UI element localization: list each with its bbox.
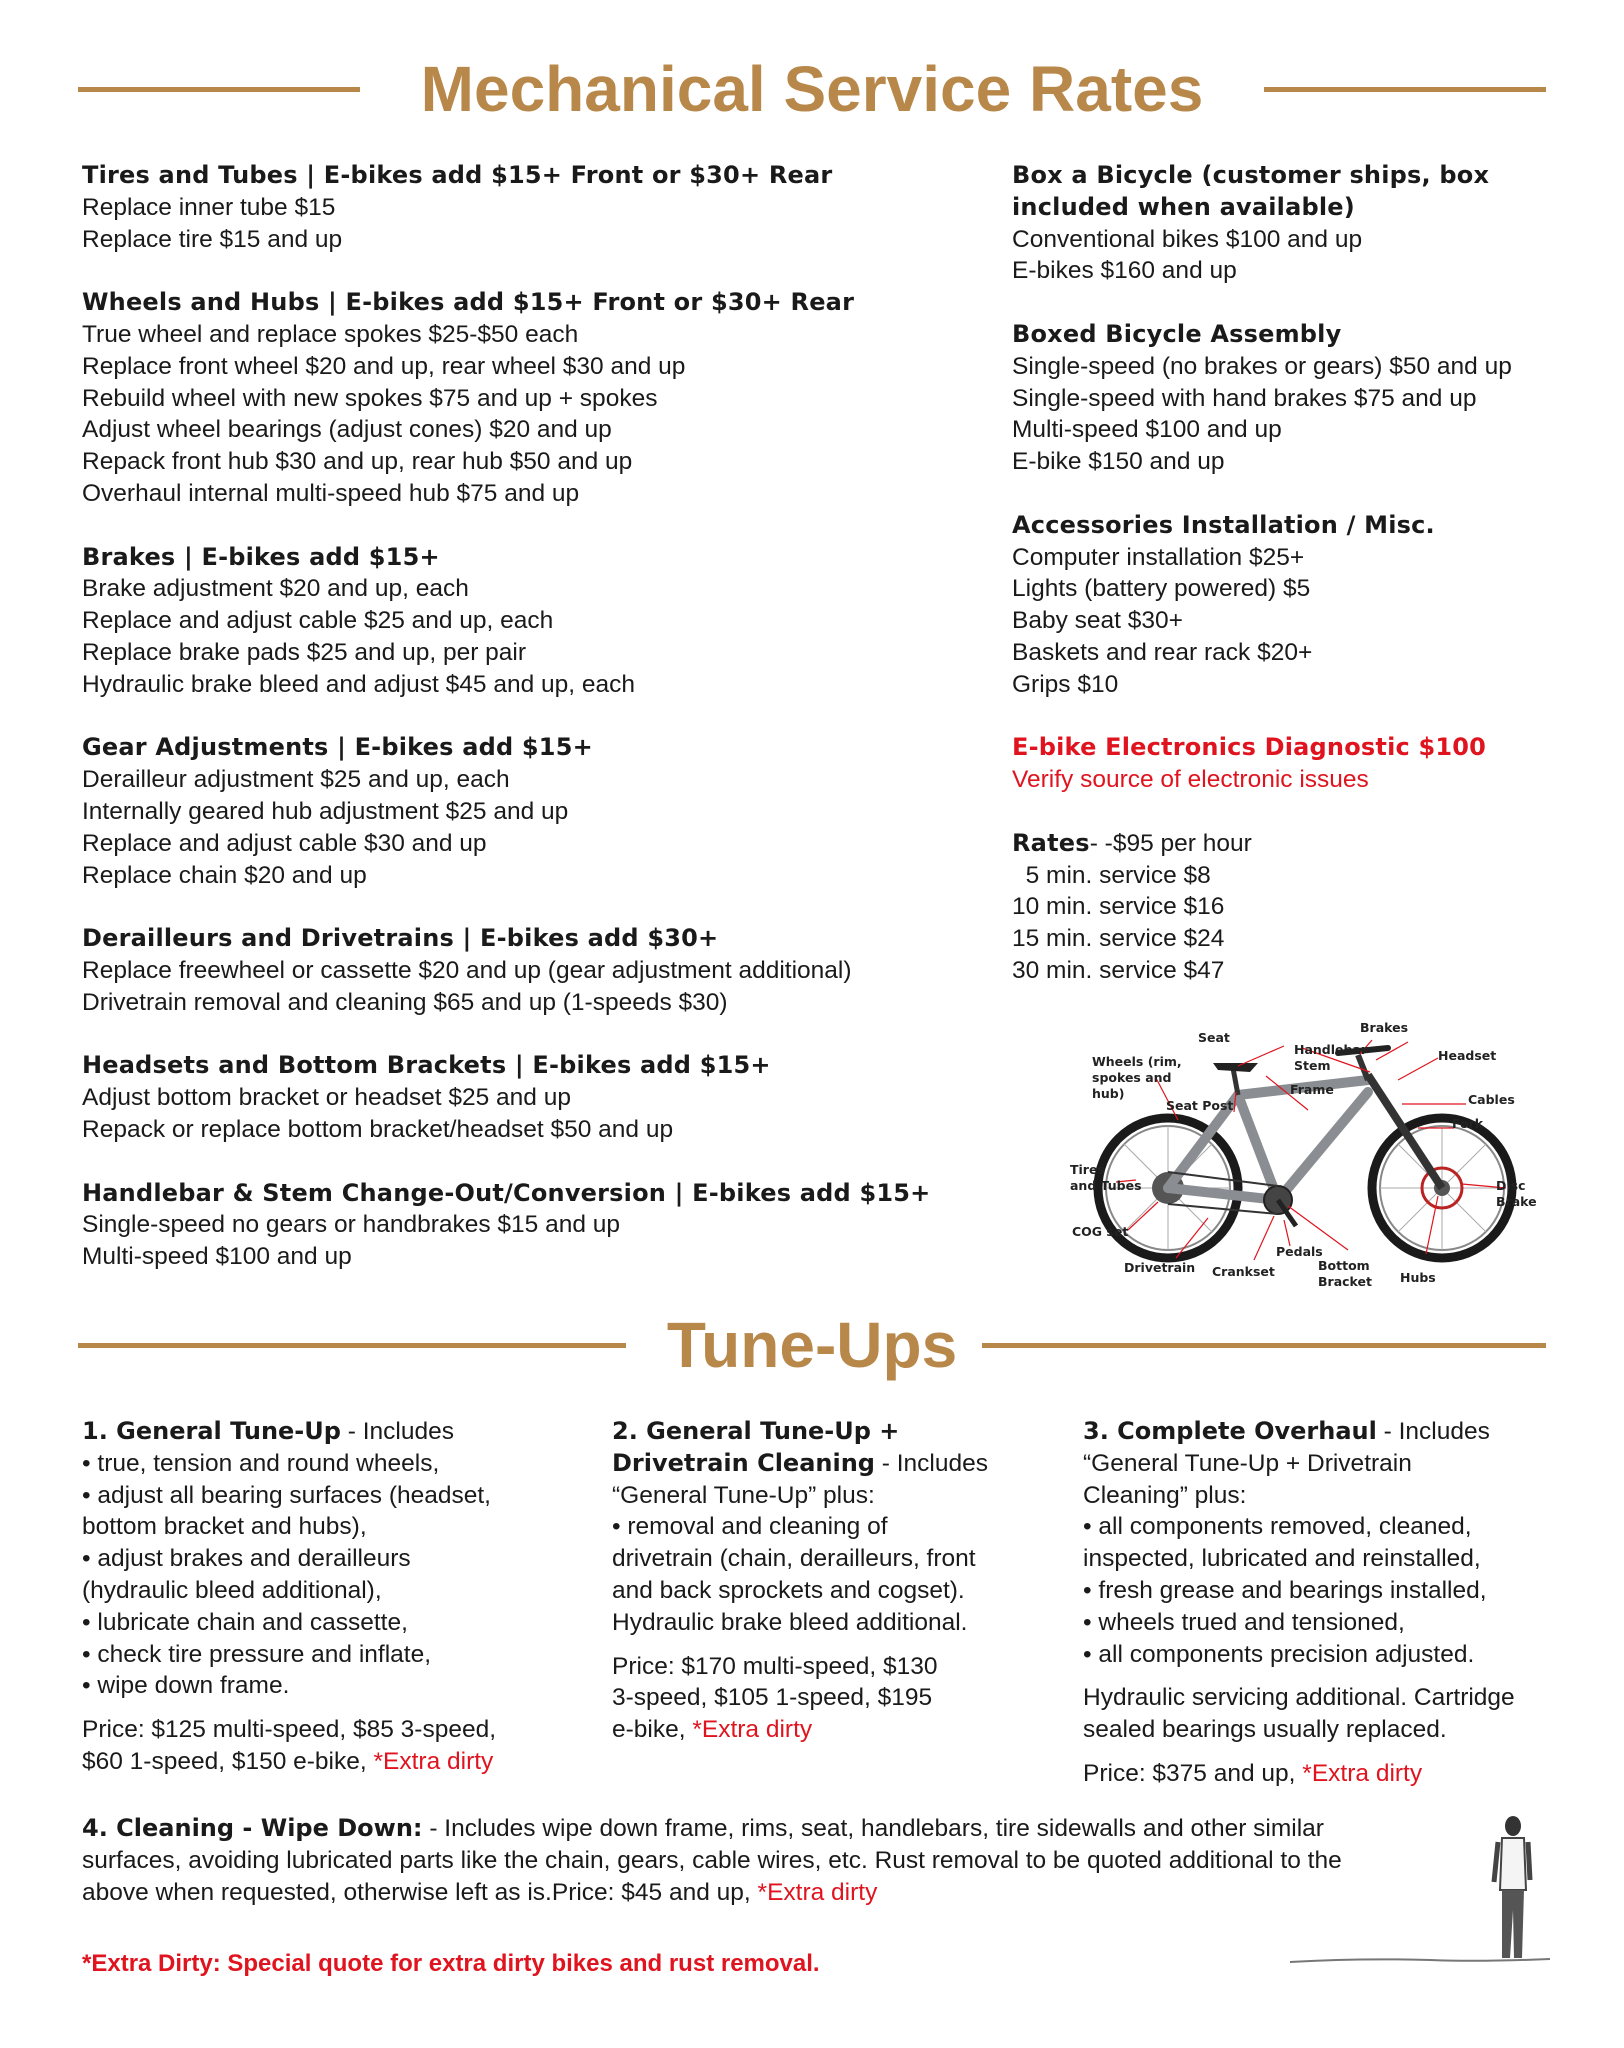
person-head (1505, 1816, 1521, 1836)
bike-diagram (1058, 1020, 1558, 1302)
section-handlebar (82, 1178, 982, 1273)
tuneup-line: • fresh grease and bearings installed, (1083, 1576, 1487, 1604)
tuneup-cleaning (82, 1813, 1482, 1908)
tuneup-bullet: • check tire pressure and inflate, (82, 1640, 432, 1668)
service-item: Multi-speed $100 and up (1012, 416, 1282, 444)
header (78, 44, 1546, 134)
tuneup-line: • removal and cleaning of (612, 1513, 888, 1541)
section-headsets (82, 1050, 982, 1145)
service-item: Drivetrain removal and cleaning $65 and up (1-speeds $30) (82, 988, 728, 1016)
section-heading: included when available) (1012, 192, 1355, 221)
rate-item: 15 min. service $24 (1012, 925, 1225, 953)
service-item: Replace chain $20 and up (82, 861, 367, 889)
section-heading: Handlebar & Stem Change-Out/Conversion | E-bikes add $15+ (82, 1178, 931, 1207)
tuneup-price: 3-speed, $105 1-speed, $195 (612, 1684, 933, 1712)
seat-post (1233, 1068, 1238, 1095)
tuneups-header (78, 1300, 1546, 1390)
service-item: Grips $10 (1012, 670, 1119, 698)
label-bottom-bracket: Bracket (1318, 1274, 1372, 1289)
service-item: Replace brake pads $25 and up, per pair (82, 638, 527, 666)
label-pedals: Pedals (1276, 1244, 1323, 1259)
service-item: Replace and adjust cable $30 and up (82, 829, 487, 857)
tuneup-line: inspected, lubricated and reinstalled, (1083, 1545, 1481, 1573)
tuneup-overhaul (1083, 1416, 1563, 1790)
label-wheels: Wheels (rim, (1092, 1054, 1182, 1069)
tuneup-intro: - Includes (874, 1449, 988, 1477)
tuneup-price: Price: $375 and up, (1083, 1759, 1303, 1787)
header-rule-right (1264, 87, 1546, 92)
service-item: Replace front wheel $20 and up, rear wheel $30 and up (82, 352, 686, 380)
service-item: Overhaul internal multi-speed hub $75 and up (82, 479, 580, 507)
service-item: Lights (battery powered) $5 (1012, 575, 1311, 603)
label-seat: Seat (1198, 1030, 1230, 1045)
rates-label: Rates (1012, 828, 1090, 857)
tuneup-line: • all components precision adjusted. (1083, 1640, 1475, 1668)
section-heading: Accessories Installation / Misc. (1012, 510, 1435, 539)
tuneup-line: drivetrain (chain, derailleurs, front (612, 1545, 976, 1573)
tuneups-rule-right (982, 1343, 1546, 1348)
service-item: Repack or replace bottom bracket/headset $50 and up (82, 1115, 674, 1143)
tuneup-bullet: • true, tension and round wheels, (82, 1449, 440, 1477)
tuneup-price: Price: $170 multi-speed, $130 (612, 1652, 938, 1680)
service-item: Replace freewheel or cassette $20 and up (gear adjustment additional) (82, 956, 852, 984)
label-frame: Frame (1290, 1082, 1334, 1097)
person-torso (1500, 1838, 1526, 1890)
label-wheels: hub) (1092, 1086, 1125, 1101)
extra-dirty-note: *Extra dirty (1302, 1759, 1423, 1787)
person-figure (1280, 1812, 1560, 1972)
fork (1368, 1075, 1442, 1188)
tuneup-line: • wheels trued and tensioned, (1083, 1608, 1405, 1636)
section-heading: Tires and Tubes | E-bikes add $15+ Front or $30+ Rear (82, 161, 833, 189)
section-heading: Wheels and Hubs | E-bikes add $15+ Front or $30+ Rear (82, 288, 855, 317)
service-item: Computer installation $25+ (1012, 543, 1305, 571)
service-item: Multi-speed $100 and up (82, 1243, 352, 1271)
tuneup-title: 3. Complete Overhaul (1083, 1417, 1377, 1445)
tuneup-price: Price: $125 multi-speed, $85 3-speed, (82, 1716, 497, 1744)
service-item: E-bikes $160 and up (1012, 257, 1237, 285)
person-legs (1502, 1890, 1524, 1958)
tuneup-bullet: • lubricate chain and cassette, (82, 1608, 408, 1636)
extra-dirty-note: *Extra dirty (757, 1878, 878, 1906)
tuneup-text: - Includes wipe down frame, rims, seat, handlebars, tire sidewalls and other similar (422, 1815, 1324, 1842)
extra-dirty-note: *Extra dirty (692, 1716, 813, 1744)
label-cog-set: COG set (1072, 1224, 1129, 1239)
section-boxed-assembly (1012, 319, 1572, 478)
tuneup-line: Cleaning” plus: (1083, 1481, 1247, 1509)
label-cables: Cables (1468, 1092, 1515, 1107)
tuneup-text: surfaces, avoiding lubricated parts like the chain, gears, cable wires, etc. Rust removal to be quoted additional to the (82, 1846, 1342, 1874)
label-stem: Stem (1294, 1058, 1331, 1073)
rate-item: 30 min. service $47 (1012, 956, 1225, 984)
label-bottom-bracket: Bottom (1318, 1258, 1370, 1273)
footnote: *Extra Dirty: Special quote for extra dirty bikes and rust removal. (82, 1950, 820, 1977)
tuneup-price: e-bike, (612, 1716, 693, 1744)
section-gears (82, 732, 982, 891)
section-rates (1012, 828, 1572, 987)
service-item: Derailleur adjustment $25 and up, each (82, 766, 510, 794)
service-item: Adjust wheel bearings (adjust cones) $20 and up (82, 416, 612, 444)
rates-hourly: - -$95 per hour (1089, 829, 1252, 857)
section-tires (82, 160, 982, 255)
label-brakes: Brakes (1360, 1020, 1409, 1035)
section-heading: Derailleurs and Drivetrains | E-bikes add $30+ (82, 924, 719, 953)
label-drivetrain: Drivetrain (1124, 1260, 1196, 1275)
service-item: Repack front hub $30 and up, rear hub $50 and up (82, 448, 633, 476)
label-crankset: Crankset (1212, 1264, 1275, 1279)
tuneup-bullet: (hydraulic bleed additional), (82, 1576, 382, 1604)
extra-dirty-note: *Extra dirty (373, 1747, 494, 1775)
label-tires: and Tubes (1070, 1178, 1142, 1193)
label-tires: Tires (1070, 1162, 1105, 1177)
service-item: Replace and adjust cable $25 and up, each (82, 607, 554, 635)
tuneup-title: Drivetrain Cleaning (612, 1448, 875, 1477)
section-accessories (1012, 510, 1572, 701)
service-item: Single-speed no gears or handbrakes $15 and up (82, 1211, 621, 1239)
service-item: Baskets and rear rack $20+ (1012, 638, 1313, 666)
section-box-bicycle (1012, 160, 1572, 287)
service-item: Internally geared hub adjustment $25 and up (82, 797, 569, 825)
service-item: Adjust bottom bracket or headset $25 and up (82, 1084, 571, 1112)
tuneup-line: “General Tune-Up + Drivetrain (1083, 1449, 1412, 1477)
service-item: Single-speed with hand brakes $75 and up (1012, 384, 1477, 412)
section-heading: Headsets and Bottom Brackets | E-bikes add $15+ (82, 1051, 771, 1080)
section-diagnostic (1012, 732, 1572, 796)
tuneup-title: 2. General Tune-Up + (612, 1417, 900, 1445)
diagnostic-text: Verify source of electronic issues (1012, 766, 1369, 794)
section-heading: Box a Bicycle (customer ships, box (1012, 161, 1490, 189)
service-item: Replace inner tube $15 (82, 193, 336, 221)
tuneup-line: “General Tune-Up” plus: (612, 1481, 875, 1509)
service-item: Brake adjustment $20 and up, each (82, 575, 469, 603)
label-handlebar: Handlebar (1294, 1042, 1368, 1057)
label-wheels: spokes and (1092, 1070, 1172, 1085)
tuneup-price: $60 1-speed, $150 e-bike, (82, 1747, 374, 1775)
service-item: Replace tire $15 and up (82, 225, 343, 253)
rate-item: 10 min. service $16 (1012, 893, 1225, 921)
service-item: Hydraulic brake bleed and adjust $45 and up, each (82, 670, 635, 698)
tuneup-text: above when requested, otherwise left as is.Price: $45 and up, (82, 1878, 758, 1906)
service-item: Baby seat $30+ (1012, 607, 1183, 635)
tuneup-intro: - Includes (340, 1418, 454, 1445)
ground-shadow (1290, 1959, 1550, 1962)
tuneup-note: Hydraulic servicing additional. Cartridge (1083, 1684, 1515, 1712)
tuneup-bullet: bottom bracket and hubs), (82, 1513, 367, 1541)
tuneup-general (82, 1416, 572, 1778)
label-fork: Fork (1452, 1116, 1484, 1131)
section-heading: Brakes | E-bikes add $15+ (82, 542, 440, 571)
section-derailleurs (82, 923, 982, 1018)
seat (1213, 1063, 1258, 1072)
label-headset: Headset (1438, 1048, 1497, 1063)
tuneup-title: 4. Cleaning - Wipe Down: (82, 1814, 423, 1842)
section-brakes (82, 542, 982, 701)
tuneup-bullet: • adjust all bearing surfaces (headset, (82, 1481, 491, 1509)
rate-item: 5 min. service $8 (1012, 861, 1211, 889)
section-heading: Gear Adjustments | E-bikes add $15+ (82, 733, 593, 762)
label-disc-brake: Disc (1496, 1178, 1526, 1193)
section-heading: Boxed Bicycle Assembly (1012, 319, 1342, 348)
label-disc-brake: Brake (1496, 1194, 1537, 1209)
tuneup-line: and back sprockets and cogset). (612, 1576, 965, 1604)
tuneup-bullet: • wipe down frame. (82, 1672, 290, 1700)
service-item: E-bike $150 and up (1012, 448, 1225, 476)
left-column (82, 160, 982, 1273)
right-column (1012, 160, 1572, 987)
page-title: Mechanical Service Rates (420, 53, 1204, 125)
service-item: Rebuild wheel with new spokes $75 and up + spokes (82, 384, 658, 412)
tuneup-line: • all components removed, cleaned, (1083, 1513, 1472, 1541)
tuneup-note: sealed bearings usually replaced. (1083, 1716, 1447, 1744)
service-item: True wheel and replace spokes $25-$50 each (82, 320, 579, 348)
tuneup-drivetrain (612, 1416, 1062, 1746)
label-seat-post: Seat Post (1166, 1098, 1234, 1113)
tuneup-title: 1. General Tune-Up (82, 1417, 341, 1445)
tuneup-intro: - Includes (1376, 1418, 1490, 1445)
diagnostic-heading: E-bike Electronics Diagnostic $100 (1012, 733, 1487, 762)
tuneup-bullet: • adjust brakes and derailleurs (82, 1545, 411, 1573)
tuneups-title: Tune-Ups (666, 1309, 958, 1381)
tuneup-line: Hydraulic brake bleed additional. (612, 1608, 968, 1636)
service-item: Single-speed (no brakes or gears) $50 and up (1012, 352, 1512, 380)
section-wheels (82, 287, 982, 510)
leader-lines (1116, 1040, 1506, 1260)
service-item: Conventional bikes $100 and up (1012, 225, 1363, 253)
label-hubs: Hubs (1400, 1270, 1436, 1285)
